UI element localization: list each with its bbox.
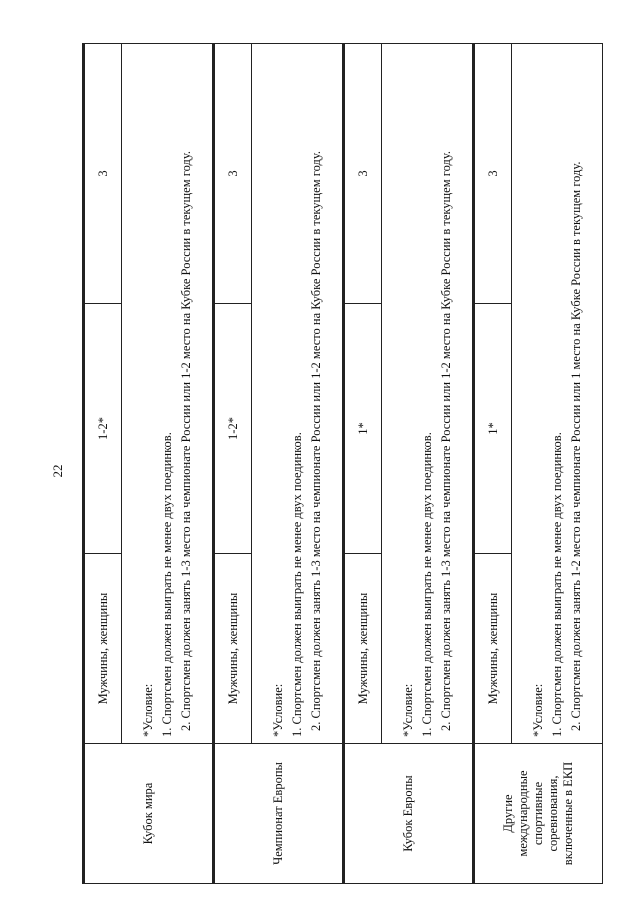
rank-value: 3 xyxy=(84,44,122,304)
condition-1: 1. Спортсмен должен выиграть не менее двух поединков. xyxy=(419,432,434,737)
place-value: 1-2* xyxy=(84,304,122,554)
condition-cell xyxy=(252,44,344,744)
condition-cell xyxy=(122,44,214,744)
table-row xyxy=(344,44,382,884)
place-value: 1* xyxy=(344,304,382,554)
table-row xyxy=(474,44,512,884)
rank-value: 3 xyxy=(474,44,512,304)
condition-2: 2. Спортсмен должен занять 1-3 место на чемпионате России или 1-2 место на Кубке России в текущем году. xyxy=(438,151,453,731)
table-row xyxy=(214,44,252,884)
sex-category: Мужчины, женщины xyxy=(214,554,252,744)
condition-1: 1. Спортсмен должен выиграть не менее двух поединков. xyxy=(159,432,174,737)
sex-category: Мужчины, женщины xyxy=(84,554,122,744)
place-value: 1-2* xyxy=(214,304,252,554)
condition-1: 1. Спортсмен должен выиграть не менее двух поединков. xyxy=(549,432,564,737)
condition-label: *Условие: xyxy=(270,683,285,737)
event-name: Кубок Европы xyxy=(344,744,474,884)
table-row xyxy=(84,44,122,884)
condition-2: 2. Спортсмен должен занять 1-3 место на чемпионате России или 1-2 место на Кубке России в текущем году. xyxy=(308,151,323,731)
qualification-table xyxy=(82,43,603,884)
event-name: Другие международные спортивные соревнования, включенные в ЕКП xyxy=(474,744,603,884)
rotated-table-container xyxy=(82,44,598,884)
condition-label: *Условие: xyxy=(140,683,155,737)
event-name: Кубок мира xyxy=(84,744,214,884)
condition-2: 2. Спортсмен должен занять 1-3 место на чемпионате России или 1-2 место на Кубке России в текущем году. xyxy=(178,151,193,731)
page-number: 22 xyxy=(50,464,65,478)
place-value: 1* xyxy=(474,304,512,554)
rank-value: 3 xyxy=(344,44,382,304)
condition-label: *Условие: xyxy=(400,683,415,737)
event-name: Чемпионат Европы xyxy=(214,744,344,884)
sex-category: Мужчины, женщины xyxy=(344,554,382,744)
condition-label: *Условие: xyxy=(530,683,545,737)
rank-value: 3 xyxy=(214,44,252,304)
condition-cell xyxy=(382,44,474,744)
condition-2: 2. Спортсмен должен занять 1-2 место на чемпионате России или 1 место на Кубке России в текущем году. xyxy=(568,161,583,731)
sex-category: Мужчины, женщины xyxy=(474,554,512,744)
condition-cell xyxy=(512,44,603,744)
condition-1: 1. Спортсмен должен выиграть не менее двух поединков. xyxy=(289,432,304,737)
